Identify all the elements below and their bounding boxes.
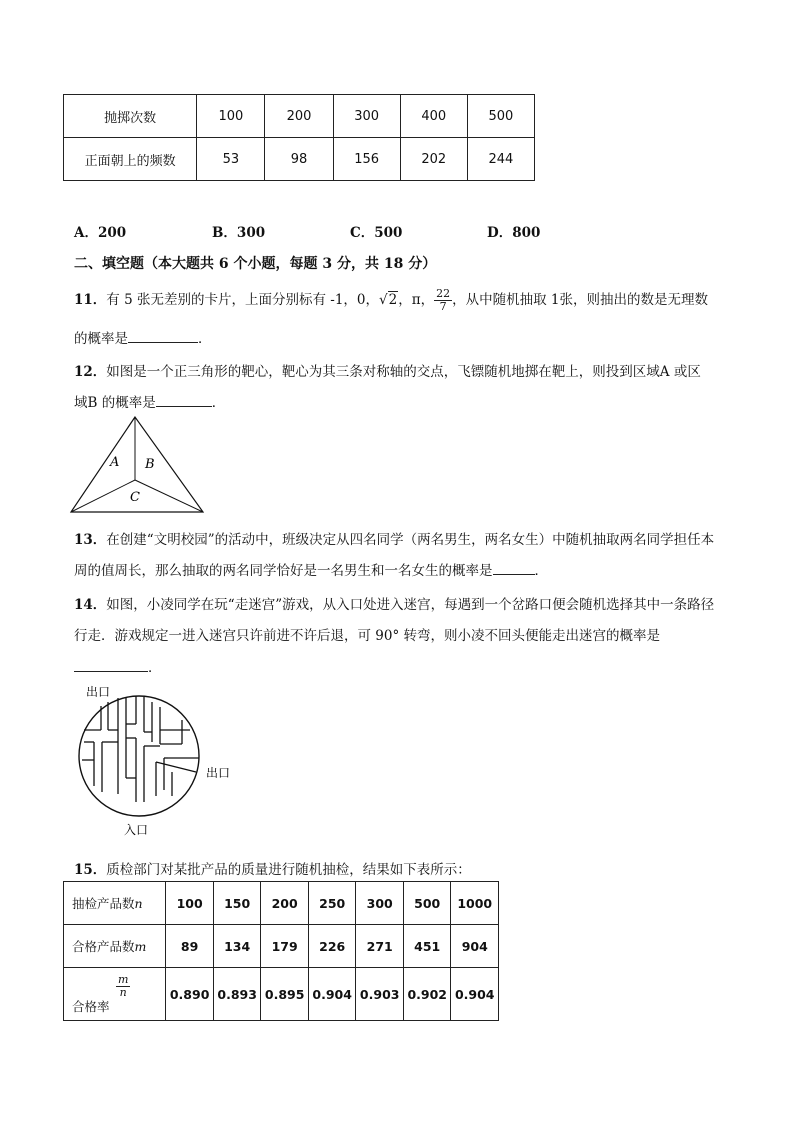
triangle-target-figure — [68, 414, 208, 516]
table-cell: 904 — [451, 925, 499, 968]
maze-exit-right-label: 出口 — [206, 766, 231, 780]
option-a: A．200 — [74, 225, 127, 241]
question-13-line2: 周的值周长，那么抽取的两名同学恰好是一名男生和一名女生的概率是 ． — [74, 563, 548, 579]
question-14-line3: ． — [74, 656, 162, 676]
sqrt-symbol: √2 — [379, 292, 398, 308]
table-cell: 156 — [333, 138, 400, 181]
table-header-cell: 正面朝上的频数 — [64, 138, 197, 181]
maze-entrance-label: 入口 — [124, 823, 149, 837]
table-cell: 0.890 — [166, 968, 214, 1021]
table-cell: 100 — [166, 882, 214, 925]
question-13: 13．在创建“文明校园”的活动中，班级决定从四名同学（两名男生，两名女生）中随机抽取两名同学担任本 — [74, 532, 715, 548]
table-cell: 300 — [356, 882, 404, 925]
table-cell: 0.895 — [261, 968, 309, 1021]
table-header-cell: $\frac{m}{n}$ 合格率 — [64, 968, 166, 1021]
option-b: B．300 — [212, 225, 266, 241]
table-cell: 150 — [213, 882, 261, 925]
question-14: 14．如图，小凌同学在玩“走迷宫”游戏，从入口处进入迷宫，每遇到一个岔路口便会随机选择其中一条路径 — [74, 597, 715, 613]
table-cell: 500 — [403, 882, 451, 925]
table-cell: 98 — [265, 138, 333, 181]
question-12-line2: 域B 的概率是 ． — [74, 395, 226, 411]
answer-blank — [128, 330, 198, 343]
section-heading: 二、填空题（本大题共 6 个小题，每题 3 分，共 18 分） — [74, 256, 437, 272]
region-label-a: A — [110, 455, 120, 470]
table-cell: 271 — [356, 925, 404, 968]
rate-fraction: $\frac{m}{n}$ — [118, 973, 129, 999]
table-cell: 0.904 — [308, 968, 356, 1021]
throw-frequency-table — [63, 94, 535, 181]
table-header-cell: 抽检产品数n — [64, 882, 166, 925]
maze-exit-top-label: 出口 — [86, 685, 111, 699]
table-cell: 0.893 — [213, 968, 261, 1021]
table-cell: 0.902 — [403, 968, 451, 1021]
table-cell: 451 — [403, 925, 451, 968]
question-11: 11．有 5 张无差别的卡片，上面分别标有 -1，0，√2，π， $\frac{22}{7}$ ，从中随机抽取 1张，则抽出的数是无理数 — [74, 287, 708, 313]
table-cell: 244 — [467, 138, 534, 181]
table-cell: 100 — [197, 95, 265, 138]
question-11-line2: 的概率是 ． — [74, 331, 212, 347]
table-cell: 200 — [261, 882, 309, 925]
table-header-cell: 合格产品数m — [64, 925, 166, 968]
table-cell: 134 — [213, 925, 261, 968]
table-cell: 179 — [261, 925, 309, 968]
option-d: D．800 — [487, 225, 541, 241]
table-cell: 89 — [166, 925, 214, 968]
table-cell: 202 — [400, 138, 467, 181]
table-cell: 500 — [467, 95, 534, 138]
answer-blank — [74, 659, 148, 672]
option-c: C．500 — [350, 225, 403, 241]
question-14-line2: 行走．游戏规定一进入迷宫只许前进不许后退，可 90° 转弯，则小凌不回头便能走出迷宫的概率是 — [74, 628, 661, 644]
fraction: $\frac{22}{7}$ — [436, 287, 451, 313]
table-cell: 300 — [333, 95, 400, 138]
region-label-c: C — [130, 490, 140, 505]
table-cell: 250 — [308, 882, 356, 925]
table-header-cell: 抛掷次数 — [64, 95, 197, 138]
question-12: 12．如图是一个正三角形的靶心，靶心为其三条对称轴的交点，飞镖随机地掷在靶上，则投到区域A 或区 — [74, 364, 701, 380]
quality-inspection-table — [63, 881, 499, 1021]
table-cell: 1000 — [451, 882, 499, 925]
table-cell: 0.904 — [451, 968, 499, 1021]
table-cell: 0.903 — [356, 968, 404, 1021]
region-label-b: B — [145, 457, 155, 472]
table-cell: 53 — [197, 138, 265, 181]
answer-blank — [493, 562, 535, 575]
answer-blank — [156, 394, 212, 407]
table-cell: 226 — [308, 925, 356, 968]
maze-figure — [72, 684, 242, 842]
question-15: 15．质检部门对某批产品的质量进行随机抽检，结果如下表所示： — [74, 862, 471, 878]
table-cell: 400 — [400, 95, 467, 138]
table-cell: 200 — [265, 95, 333, 138]
